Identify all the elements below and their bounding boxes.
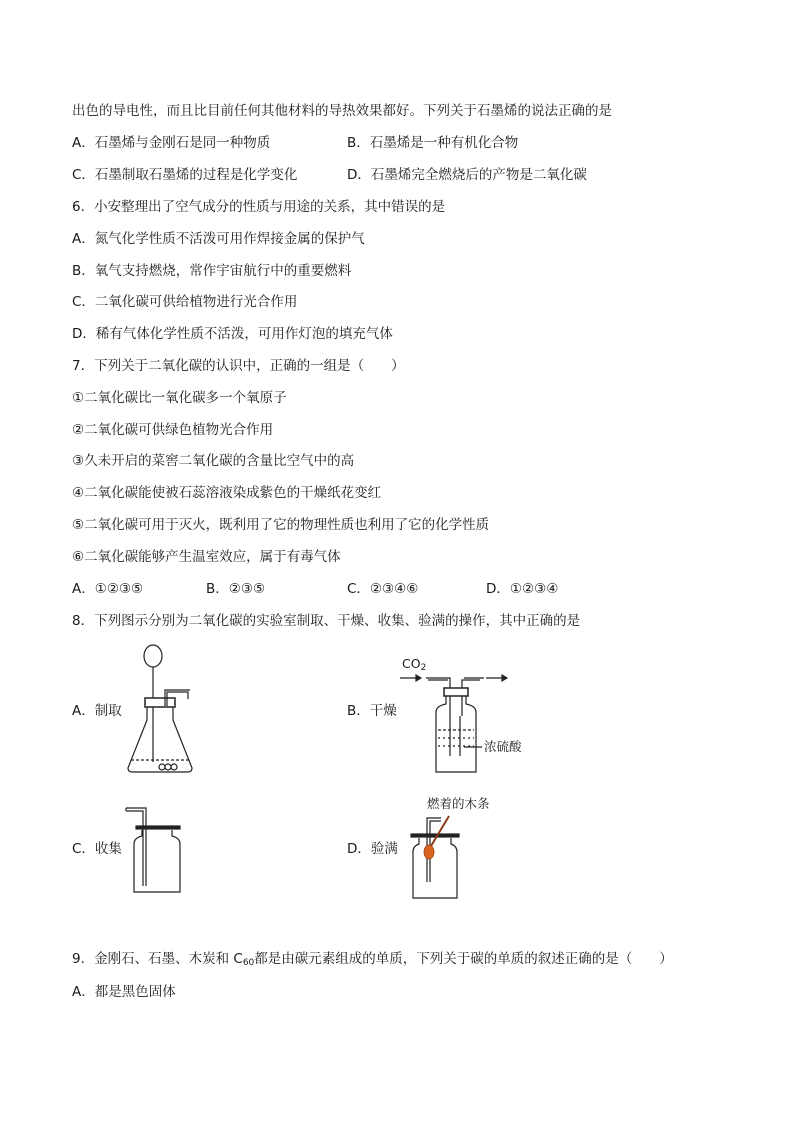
- q6-option-b: B．氧气支持燃烧，常作宇宙航行中的重要燃料: [72, 263, 352, 279]
- q6-option-c: C．二氧化碳可供给植物进行光合作用: [72, 294, 298, 310]
- q8-figure-c-collection-bottle: [122, 802, 192, 897]
- q7-option-d: D．①②③④: [486, 581, 559, 597]
- q7-statement-5: ⑤二氧化碳可用于灭火，既利用了它的物理性质也利用了它的化学性质: [72, 517, 490, 533]
- q6-option-a: A．氮气化学性质不活泼可用作焊接金属的保护气: [72, 231, 365, 247]
- q5-stem-tail: 出色的导电性，而且比目前任何其他材料的导热效果都好。下列关于石墨烯的说法正确的是: [72, 103, 612, 119]
- q8-option-a-label: A．制取: [72, 703, 122, 719]
- q7-statement-4: ④二氧化碳能使被石蕊溶液染成紫色的干燥纸花变红: [72, 485, 382, 501]
- q7-statement-1: ①二氧化碳比一氧化碳多一个氧原子: [72, 390, 287, 406]
- q8-figure-b-co2-label: $CO_2$: [402, 656, 427, 673]
- q5-option-b: B．石墨烯是一种有机化合物: [347, 135, 519, 151]
- q7-stem: 7．下列关于二氧化碳的认识中，正确的一组是（ ）: [72, 358, 405, 374]
- q6-stem: 6．小安整理出了空气成分的性质与用途的关系，其中错误的是: [72, 199, 446, 215]
- q7-option-b: B．②③⑤: [206, 581, 266, 597]
- q9-stem: 9．金刚石、石墨、木炭和 $C_{60}$都是由碳元素组成的单质，下列关于碳的单质的叙述正确的是（ ）: [72, 951, 673, 968]
- q8-figure-a-flask-apparatus: [120, 642, 210, 777]
- q8-option-b-label: B．干燥: [347, 703, 397, 719]
- q5-option-d: D．石墨烯完全燃烧后的产物是二氧化碳: [347, 167, 587, 183]
- q5-option-a: A．石墨烯与金刚石是同一种物质: [72, 135, 271, 151]
- q8-figure-b-drying-bottle: [398, 668, 513, 778]
- q9-option-a: A．都是黑色固体: [72, 984, 176, 1000]
- flame-icon: [424, 845, 434, 859]
- q8-option-c-label: C．收集: [72, 841, 122, 857]
- q7-statement-3: ③久未开启的菜窖二氧化碳的含量比空气中的高: [72, 453, 355, 469]
- q8-figure-d-splint-label: 燃着的木条: [427, 796, 490, 811]
- q8-option-d-label: D．验满: [347, 841, 398, 857]
- q6-option-d: D．稀有气体化学性质不活泼，可用作灯泡的填充气体: [72, 326, 393, 342]
- q7-statement-6: ⑥二氧化碳能够产生温室效应，属于有毒气体: [72, 549, 341, 565]
- q8-stem: 8．下列图示分别为二氧化碳的实验室制取、干燥、收集、验满的操作，其中正确的是: [72, 613, 581, 629]
- q8-figure-b-acid-label: 浓硫酸: [484, 739, 522, 754]
- q7-option-c: C．②③④⑥: [347, 581, 419, 597]
- q7-statement-2: ②二氧化碳可供绿色植物光合作用: [72, 422, 274, 438]
- q8-figure-d-bottle-with-splint: [405, 812, 485, 902]
- q7-option-a: A．①②③⑤: [72, 581, 144, 597]
- q5-option-c: C．石墨制取石墨烯的过程是化学变化: [72, 167, 298, 183]
